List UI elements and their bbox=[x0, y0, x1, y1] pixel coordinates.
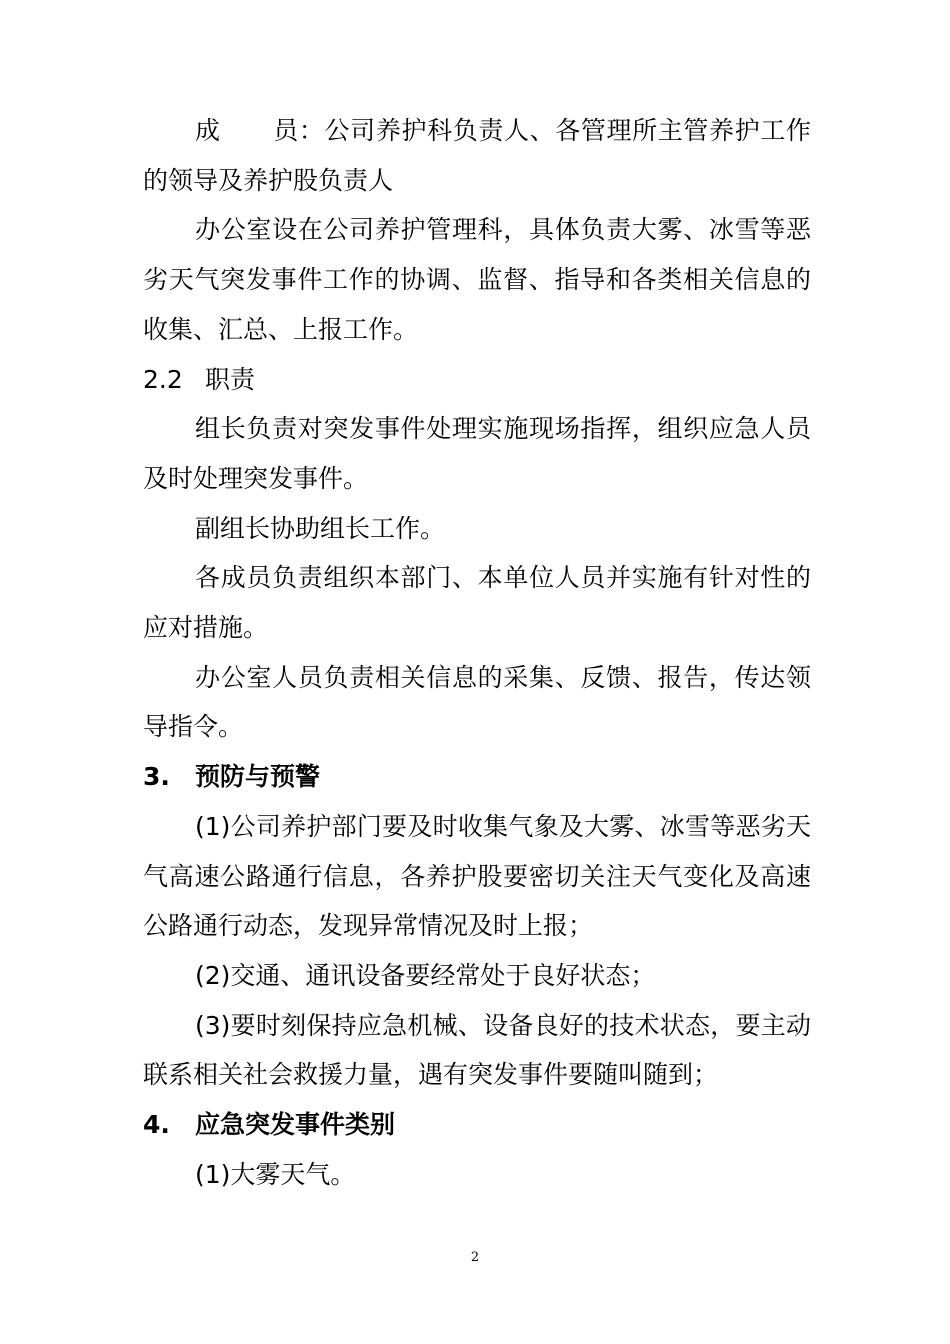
section-3-title: 预防与预警 bbox=[195, 762, 321, 792]
document-body bbox=[143, 106, 811, 1199]
category-item: (1)大雾天气。 bbox=[195, 1159, 356, 1189]
members-paragraph bbox=[143, 106, 811, 205]
members-label-second: 员： bbox=[272, 116, 325, 145]
duty-paragraph: 各成员负责组织本部门、本单位人员并实施有针对性的应对措施。 bbox=[143, 563, 811, 643]
prevention-item: (1)公司养护部门要及时收集气象及大雾、冰雪等恶劣天气高速公路通行信息，各养护股要密切关注天气变化及高速公路通行动态，发现异常情况及时上报； bbox=[143, 811, 811, 941]
section-4-heading bbox=[143, 1100, 811, 1150]
section-4-number: 4. bbox=[143, 1110, 170, 1140]
members-text: 公司养护科负责人、各管理所主管养护工作的领导及养护股负责人 bbox=[143, 116, 811, 195]
section-2-2-heading bbox=[143, 355, 811, 405]
duty-paragraph: 办公室人员负责相关信息的采集、反馈、报告，传达领导指令。 bbox=[143, 662, 811, 742]
section-2-2-title: 职责 bbox=[205, 364, 256, 394]
members-label-first: 成 bbox=[195, 116, 221, 145]
duty-paragraph: 组长负责对突发事件处理实施现场指挥，组织应急人员及时处理突发事件。 bbox=[143, 414, 811, 493]
duty-paragraph: 副组长协助组长工作。 bbox=[195, 513, 446, 543]
section-3-heading bbox=[143, 752, 811, 802]
section-3-number: 3. bbox=[143, 762, 170, 792]
page-number: 2 bbox=[470, 1250, 480, 1265]
prevention-item: (3)要时刻保持应急机械、设备良好的技术状态，要主动联系相关社会救援力量，遇有突发事件要随叫随到； bbox=[143, 1010, 811, 1090]
section-2-2-number: 2.2 bbox=[143, 364, 183, 394]
office-paragraph: 办公室设在公司养护管理科，具体负责大雾、冰雪等恶劣天气突发事件工作的协调、监督、指导和各类相关信息的收集、汇总、上报工作。 bbox=[143, 215, 811, 344]
section-4-title: 应急突发事件类别 bbox=[195, 1110, 396, 1140]
prevention-item: (2)交通、通讯设备要经常处于良好状态； bbox=[195, 960, 656, 990]
